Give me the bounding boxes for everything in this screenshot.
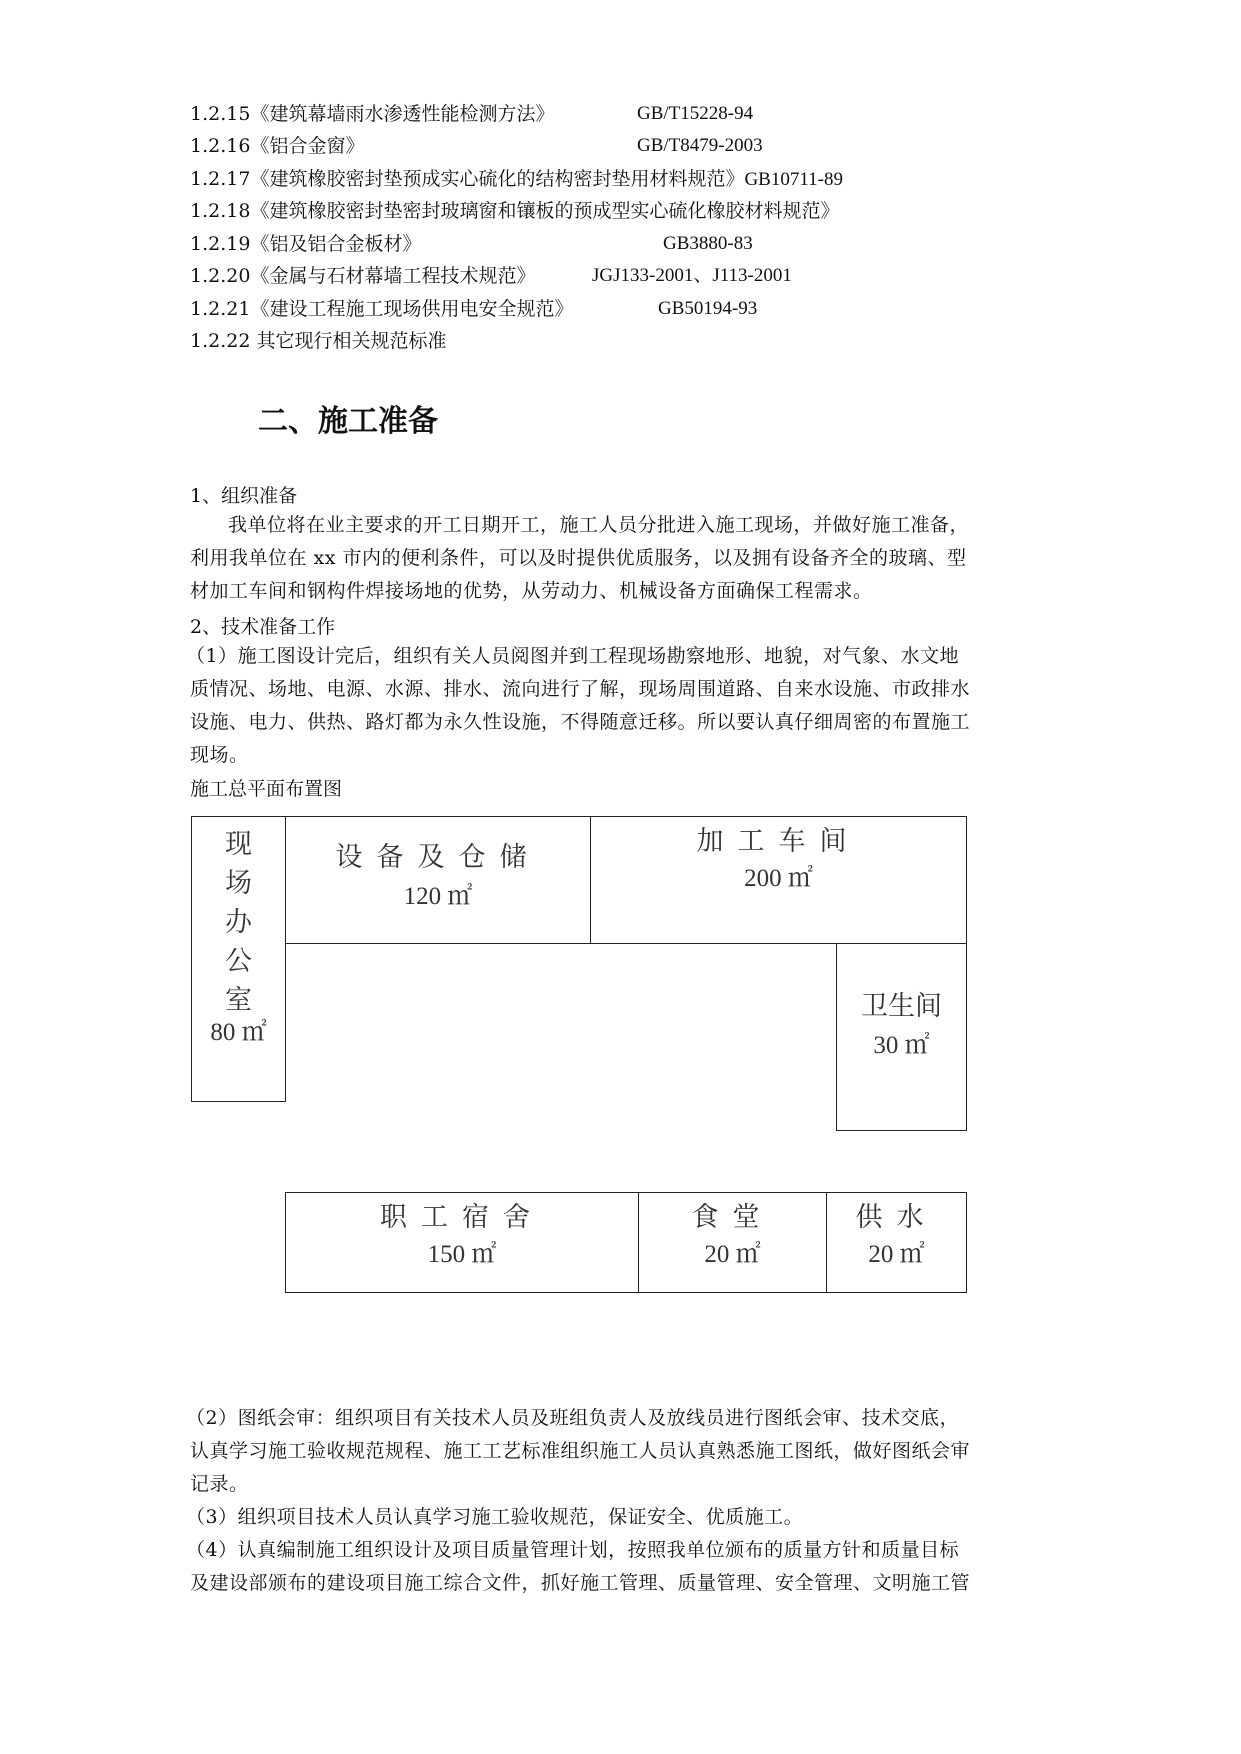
paragraph-line: （1）施工图设计完后，组织有关人员阅图并到工程现场勘察地形、地貌，对气象、水文地 <box>186 645 960 667</box>
standard-code: GB50194-93 <box>658 298 758 319</box>
standard-code: GB/T15228-94 <box>637 103 754 124</box>
site-water-box <box>826 1192 967 1293</box>
site-workshop-area: 200 ㎡ <box>744 865 813 892</box>
site-canteen-label: 食堂 <box>691 1202 774 1233</box>
paragraph-line: 材加工车间和钢构件焊接场地的优势，从劳动力、机械设备方面确保工程需求。 <box>190 580 873 602</box>
site-workshop-box <box>590 816 967 944</box>
site-dormitory-box <box>285 1192 639 1293</box>
org-prep-paragraph <box>190 509 1060 608</box>
paragraph-line: 及建设部颁布的建设项目施工综合文件，抓好施工管理、质量管理、安全管理、文明施工管 <box>190 1572 971 1594</box>
paragraph-line: 设施、电力、供热、路灯都为永久性设施，不得随意迁移。所以要认真仔细周密的布置施工 <box>190 711 971 733</box>
paragraph-line: 记录。 <box>190 1473 249 1495</box>
paragraph-line: （3）组织项目技术人员认真学习施工验收规范，保证安全、优质施工。 <box>186 1506 804 1528</box>
site-dormitory-area: 150 ㎡ <box>427 1241 497 1268</box>
standard-number: 1.2.16 <box>190 135 251 157</box>
standard-number: 1.2.17 <box>190 168 251 190</box>
standard-item <box>190 101 554 127</box>
standard-item <box>190 296 573 322</box>
standard-number: 1.2.19 <box>190 233 251 255</box>
layout-caption: 施工总平面布置图 <box>190 778 343 800</box>
site-toilet-area: 30 ㎡ <box>873 1032 930 1059</box>
paragraph-line: （4）认真编制施工组织设计及项目质量管理计划，按照我单位颁布的质量方针和质量目标 <box>186 1539 960 1561</box>
site-water-label: 供水 <box>855 1202 938 1233</box>
standard-item <box>190 133 364 159</box>
standard-title: 《建筑橡胶密封垫预成实心硫化的结构密封垫用材料规范》 <box>250 168 745 190</box>
standard-number: 1.2.21 <box>190 298 251 320</box>
org-prep-heading: 1、组织准备 <box>190 485 298 507</box>
standard-code: GB/T8479-2003 <box>637 135 763 156</box>
standard-title: 《建筑幕墙雨水渗透性能检测方法》 <box>250 103 555 125</box>
site-storage-area: 120 ㎡ <box>403 883 473 910</box>
standard-code: GB3880-83 <box>663 233 753 254</box>
paragraph-line: （2）图纸会审：组织项目有关技术人员及班组负责人及放线员进行图纸会审、技术交底， <box>186 1407 960 1429</box>
standard-item <box>190 231 421 257</box>
paragraph-line: 利用我单位在 xx 市内的便利条件，可以及时提供优质服务，以及拥有设备齐全的玻璃、型 <box>190 547 967 569</box>
standard-number: 1.2.20 <box>190 265 251 287</box>
standard-item <box>190 198 839 224</box>
site-office-box <box>191 816 286 1102</box>
paragraph-line: 质情况、场地、电源、水源、排水、流向进行了解，现场周围道路、自来水设施、市政排水 <box>190 678 971 700</box>
site-workshop-label: 加工车间 <box>696 826 861 857</box>
site-office-label: 现 场 办 公 室 <box>225 829 252 1016</box>
site-office-area: 80 ㎡ <box>210 1019 267 1046</box>
standard-item <box>190 263 535 289</box>
standard-code: GB10711-89 <box>744 169 843 190</box>
standard-number: 1.2.18 <box>190 200 251 222</box>
site-storage-label: 设备及仓储 <box>335 842 541 873</box>
tech-prep-item-2 <box>186 1402 1056 1501</box>
paragraph-line: 我单位将在业主要求的开工日期开工，施工人员分批进入施工现场，并做好施工准备， <box>228 514 970 536</box>
paragraph-line: 认真学习施工验收规范规程、施工工艺标准组织施工人员认真熟悉施工图纸，做好图纸会审 <box>190 1440 971 1462</box>
tech-prep-item-4 <box>186 1534 1056 1600</box>
standard-item <box>190 328 446 354</box>
standard-title: 《金属与石材幕墙工程技术规范》 <box>250 265 536 287</box>
site-water-area: 20 ㎡ <box>868 1241 925 1268</box>
site-toilet-box <box>836 943 967 1131</box>
section-heading: 二、施工准备 <box>258 404 438 439</box>
standard-code: JGJ133-2001、J113-2001 <box>592 265 792 286</box>
paragraph-line: 现场。 <box>190 744 249 766</box>
site-canteen-area: 20 ㎡ <box>704 1241 761 1268</box>
standard-title: 《建筑橡胶密封垫密封玻璃窗和镶板的预成型实心硫化橡胶材料规范》 <box>250 200 840 222</box>
standard-item <box>190 166 843 193</box>
site-toilet-label: 卫生间 <box>861 991 942 1022</box>
tech-prep-heading: 2、技术准备工作 <box>190 616 336 638</box>
standard-number: 1.2.22 <box>190 330 251 352</box>
standard-title: 《铝合金窗》 <box>250 135 365 157</box>
site-canteen-box <box>638 1192 827 1293</box>
site-dormitory-label: 职工宿舍 <box>380 1202 544 1233</box>
standard-title: 《铝及铝合金板材》 <box>250 233 422 255</box>
standard-number: 1.2.15 <box>190 103 251 125</box>
standard-title: 《建设工程施工现场供用电安全规范》 <box>250 298 574 320</box>
site-storage-box <box>285 816 591 944</box>
tech-prep-item-1 <box>186 640 1056 772</box>
tech-prep-item-3 <box>186 1501 1056 1534</box>
standard-title: 其它现行相关规范标准 <box>256 330 447 352</box>
